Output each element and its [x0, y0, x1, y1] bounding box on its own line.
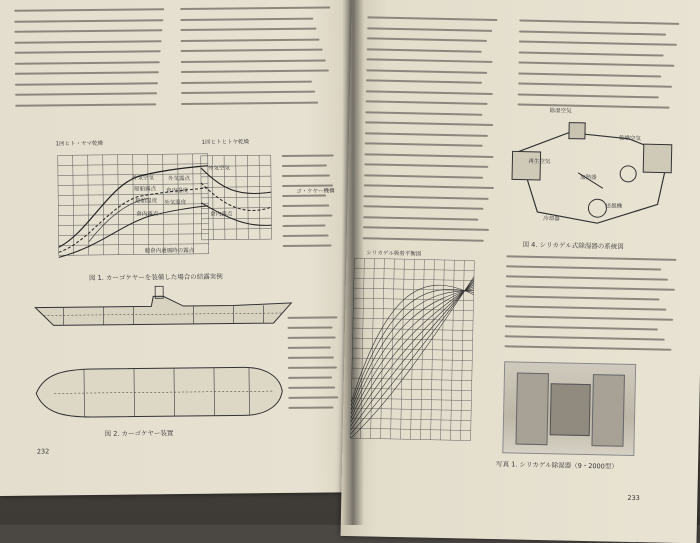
text-line: [14, 19, 163, 23]
text-line: [181, 69, 329, 73]
text-line: [505, 345, 672, 350]
text-line: [15, 61, 160, 65]
text-line: [367, 27, 492, 32]
curve-label-6: 外気温度: [164, 198, 186, 206]
text-line: [15, 103, 156, 106]
text-line: [282, 165, 327, 167]
text-line: [180, 28, 316, 31]
side-text: ゴ・ケヤー機構: [296, 186, 334, 194]
diagram-label-2: 乾燥空気: [619, 134, 641, 142]
text-line: [287, 316, 337, 319]
text-line: [282, 174, 330, 177]
text-line: [363, 237, 484, 242]
text-line: [180, 6, 330, 10]
text-line: [288, 376, 332, 378]
text-line: [366, 90, 493, 95]
text-line: [282, 205, 329, 207]
text-line: [518, 62, 674, 67]
text-line: [282, 154, 334, 157]
figure-1-caption: 図 1. カーゴケヤーを装備した場合の結露実例: [89, 272, 223, 282]
text-line: [367, 48, 482, 52]
left-page: [0, 0, 367, 496]
text-line: [519, 41, 677, 46]
text-line: [288, 386, 335, 388]
text-line: [364, 184, 494, 189]
text-line: [288, 406, 333, 408]
curve-label-2: 外気露点: [168, 174, 190, 182]
text-line: [15, 71, 159, 75]
text-line: [365, 142, 483, 146]
curve-label-3: 船舶露点: [134, 184, 156, 192]
text-line: [181, 91, 315, 94]
text-line: [365, 153, 494, 158]
diagram-label-4: 加熱器: [580, 173, 597, 181]
text-line: [365, 111, 482, 115]
curve-label-5: 船舶温度: [135, 196, 157, 204]
text-line: [15, 40, 162, 44]
text-line: [363, 216, 478, 220]
diagram-label-5: 送風機: [605, 201, 622, 209]
text-line: [288, 326, 333, 328]
right-curve-label-1: 外気空気: [208, 164, 230, 172]
text-line: [506, 265, 661, 270]
text-line: [519, 20, 679, 25]
book-gutter-shadow: [342, 0, 364, 525]
text-line: [518, 82, 672, 87]
text-line: [519, 51, 664, 56]
text-line: [181, 49, 323, 52]
curve-label-4: 倉内温度: [166, 186, 188, 194]
text-line: [283, 244, 332, 247]
text-line: [365, 121, 493, 126]
curve-label-7: 倉内露点: [136, 209, 158, 217]
text-line: [518, 93, 659, 98]
text-line: [367, 16, 497, 21]
chart-footnote: 船倉内通風時の露点: [145, 246, 195, 255]
text-line: [518, 72, 661, 77]
text-line: [282, 214, 332, 217]
text-line: [363, 226, 489, 231]
text-line: [282, 225, 325, 227]
text-line: [506, 295, 660, 300]
text-line: [15, 82, 158, 85]
diagram-label-3: 再生空気: [528, 157, 550, 165]
text-line: [518, 103, 670, 108]
photo-caption: 写真 1. シリカゲル除湿器（9・2000型）: [496, 459, 618, 471]
text-line: [14, 8, 164, 12]
text-line: [366, 58, 492, 63]
text-line: [181, 80, 312, 83]
text-line: [180, 17, 313, 20]
text-line: [366, 69, 487, 74]
figure-4-caption: 図 4. シリカゲル式除湿器の系統図: [523, 240, 624, 251]
text-line: [367, 37, 487, 42]
text-line: [14, 29, 162, 33]
right-curve-label-2: 倉内露点: [210, 210, 232, 218]
text-line: [288, 346, 331, 348]
text-line: [506, 285, 675, 291]
diagram-label-1: 除湿空気: [549, 106, 571, 114]
text-line: [519, 30, 666, 35]
text-line: [365, 132, 488, 137]
text-line: [283, 235, 329, 237]
text-line: [505, 315, 673, 321]
text-line: [363, 205, 483, 210]
figure-2-caption: 図 2. カーゴケヤー装置: [105, 428, 174, 438]
text-line: [181, 38, 320, 41]
text-line: [288, 356, 334, 358]
text-line: [288, 396, 338, 399]
text-line: [181, 101, 318, 104]
grid-chart-title: シリカゲル吸着平衡図: [366, 248, 421, 257]
ship-plan-diagram: [34, 363, 285, 422]
ship-profile-diagram: [33, 283, 294, 336]
text-line: [282, 195, 326, 197]
text-line: [15, 92, 157, 95]
text-line: [181, 59, 326, 63]
chart-left-title: 1回ヒト・ヤマ乾燥: [56, 139, 104, 147]
text-line: [506, 255, 676, 261]
text-line: [364, 195, 489, 200]
text-line: [366, 100, 488, 105]
text-line: [288, 336, 336, 339]
text-line: [505, 325, 658, 330]
silica-gel-grid-chart: [346, 254, 480, 447]
text-line: [505, 305, 666, 310]
text-line: [288, 366, 337, 369]
curve-label-1: 外気空気: [132, 173, 154, 181]
page-number-left: 232: [37, 447, 50, 455]
diagram-label-6: 冷却器: [543, 214, 560, 222]
right-temperature-chart: [196, 147, 277, 248]
text-line: [364, 163, 488, 168]
right-page: [341, 0, 700, 543]
text-line: [366, 79, 482, 83]
silica-gel-photo: [502, 361, 636, 456]
text-line: [15, 50, 161, 54]
text-line: [506, 275, 668, 280]
text-line: [364, 174, 483, 178]
chart-right-title: 1回ヒトヒトヤ乾燥: [202, 137, 250, 145]
page-number-right: 233: [627, 494, 640, 502]
text-line: [505, 335, 665, 340]
